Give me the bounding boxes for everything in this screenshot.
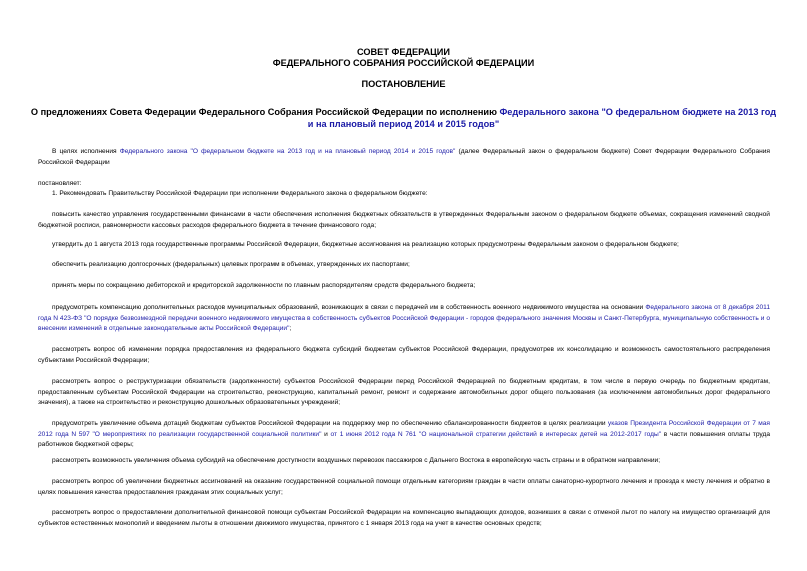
paragraph: рассмотреть вопрос об увеличении бюджетных ассигнований на оказание государственной социальной помощи отдельным категориям граждан в части оплаты санаторно-курортного лечения и проезда к месту лечения и обратно в целях повышения качества предоставления гражданам этих социальных услуг;	[38, 478, 770, 496]
paragraph	[38, 303, 770, 335]
paragraph: принять меры по сокращению дебиторской и кредиторской задолженности по главным распорядителям средств федерального бюджета;	[52, 282, 476, 289]
paragraph: рассмотреть вопрос о реструктуризации обязательств (задолженности) субъектов Российской Федерации перед Российской Федерацией по бюджетным кредитам, в том числе в первую очередь по бюджетным кредитам, предоставленным субъектам Российской Федерации на строительство, реконструкцию, капитальный ремонт, ремонт и содержание автомобильных дорог общего пользования (за исключением автомобильных дорог федерального значения), а также на строительство и реконструкцию дошкольных образовательных учреждений;	[38, 378, 770, 406]
paragraph: повысить качество управления государственными финансами в части обеспечения исполнения бюджетных обязательств в утвержденных Федеральным законом о федеральном бюджете объемах, сокращения изменений сводной бюджетной росписи, равномерности кассовых расходов федерального бюджета в течение финансового года;	[38, 211, 770, 229]
decree-761-link[interactable]: от 1 июня 2012 года N 761 "О национальной стратегии действий в интересах детей на 2012-2017 годы"	[330, 430, 662, 438]
council-name: СОВЕТ ФЕДЕРАЦИИ	[357, 47, 450, 57]
paragraph-text: предусмотреть увеличение объема дотаций бюджетам субъектов Российской Федерации на поддержку мер по обеспечению сбалансированности бюджетов в целях реализации	[52, 420, 608, 427]
paragraph: обеспечить реализацию долгосрочных (федеральных) целевых программ в объемах, утвержденных их паспортами;	[52, 261, 410, 268]
decree-597-link[interactable]: указов Президента Российской Федерации от 7 мая 2012 года N 597 "О мероприятиях по реализации государственной социальной политики"	[38, 420, 770, 438]
paragraph: рассмотреть вопрос о предоставлении дополнительной финансовой помощи субъектам Российской Федерации на компенсацию выпадающих доходов, возникших в связи с отменой льгот по налогу на имущество организаций для субъектов естественных монополий и введением льготы в отношении движимого имущества, принятого с 1 января 2013 года на учет в качестве основных средств;	[38, 509, 770, 527]
title-law-link[interactable]: Федерального закона "О федеральном бюджете на 2013 год и на плановый период 2014 и 2015 годов"	[307, 107, 777, 129]
document-type: ПОСТАНОВЛЕНИЕ	[361, 79, 446, 89]
document-title	[30, 107, 777, 130]
title-text: О предложениях Совета Федерации Федерального Собрания Российской Федерации по исполнению	[30, 107, 500, 117]
paragraph-text-end: ;	[289, 325, 292, 332]
paragraph-text-end: в части повышения оплаты труда работников бюджетной сферы;	[38, 430, 771, 448]
assembly-name: ФЕДЕРАЛЬНОГО СОБРАНИЯ РОССИЙСКОЙ ФЕДЕРАЦИИ	[272, 58, 535, 68]
preamble	[38, 147, 770, 168]
paragraph: утвердить до 1 августа 2013 года государственные программы Российской Федерации, бюджетные ассигнования на реализацию которых предусмотрены Федеральным законом о федеральном бюджете;	[52, 241, 679, 248]
preamble-text: В целях исполнения	[52, 148, 120, 155]
preamble-law-link[interactable]: Федерального закона "О федеральном бюджете на 2013 год и на плановый период 2014 и 2015 годов"	[119, 148, 456, 155]
item-1: 1. Рекомендовать Правительству Российской Федерации при исполнении Федерального закона о федеральном бюджете:	[52, 190, 428, 197]
paragraph-text-mid: и	[321, 430, 331, 438]
resolves-label: постановляет:	[38, 180, 82, 187]
paragraph: рассмотреть возможность увеличения объема субсидий на обеспечение доступности воздушных перевозок пассажиров с Дальнего Востока в европейскую часть страны и в обратном направлении;	[52, 457, 661, 464]
paragraph-text: предусмотреть компенсацию дополнительных расходов муниципальных образований, возникающих в связи с передачей им в собственность военного недвижимого имущества на основании	[52, 304, 646, 311]
paragraph: рассмотреть вопрос об изменении порядка предоставления из федерального бюджета субсидий бюджетам субъектов Российской Федерации, предусмотрев их консолидацию и возможность самостоятельного распределения субъектами Российской Федерации;	[38, 346, 770, 364]
law-423-link[interactable]: Федерального закона от 8 декабря 2011 года N 423-ФЗ "О порядке безвозмездной передачи военного недвижимого имущества в собственность субъектов Российской Федерации - городов федерального значения Москвы и Санкт-Петербурга, муниципальную собственность и о внесении изменений в отдельные законодательные акты Российской Федерации"	[38, 304, 770, 332]
paragraph	[38, 419, 770, 451]
preamble-text-end: (далее Федеральный закон о федеральном бюджете) Совет Федерации Федерального Собрания Российской Федерации	[38, 148, 771, 166]
